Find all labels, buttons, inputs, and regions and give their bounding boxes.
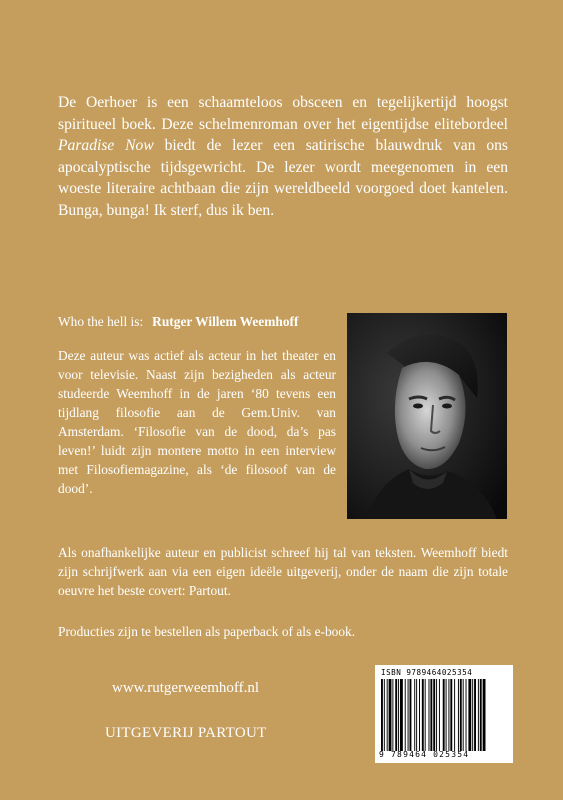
barcode-bar	[381, 679, 383, 751]
barcode-bar	[410, 679, 412, 751]
author-heading	[58, 313, 298, 331]
barcode-bar	[398, 679, 399, 751]
barcode-bar	[389, 679, 392, 751]
blurb-text-start: De Oerhoer is een schaamteloos obsceen en tegelijkertijd hoogst spiritueel boek. Deze schelmenroman over het eigentijdse elitebordeel	[58, 94, 508, 133]
barcode-bar	[450, 679, 452, 751]
barcode-bar	[433, 679, 435, 751]
publisher-name: UITGEVERIJ PARTOUT	[105, 725, 267, 741]
availability-paragraph: Producties zijn te bestellen als paperback of als e-book.	[58, 624, 356, 639]
barcode-bar	[480, 679, 482, 751]
isbn-digits: 9 789464 025354	[379, 750, 470, 759]
publisher-info-paragraph: Als onafhankelijke auteur en publicist schreef hij tal van teksten. Weemhoff biedt zijn schrijfwerk aan via een eigen ideële uitgeverij, onder de naam die zijn totale oeuvre het beste covert: Partout.	[58, 545, 508, 598]
isbn-barcode	[375, 665, 513, 763]
barcode-bar	[443, 679, 445, 751]
barcode-bar	[395, 679, 397, 751]
barcode-bar	[416, 679, 417, 751]
blurb-italic-title: Paradise Now	[58, 137, 154, 155]
barcode-bar	[392, 679, 393, 751]
barcode-bar	[429, 679, 430, 751]
barcode-bar	[436, 679, 437, 751]
barcode-bar	[408, 679, 409, 751]
barcode-bar	[454, 679, 455, 751]
author-heading-label: Who the hell is:	[58, 314, 144, 329]
author-bio: Deze auteur was actief als acteur in het theater en voor televisie. Naast zijn bezigheden als acteur studeerde Weemhoff in de jaren ‘80 tevens een tijdlang filosofie aan de Gem.Univ. van Amsterdam. ‘Filosofie van de dood, da’s pas leven!’ luidt zijn montere motto in een interview met Filosofiemagazine, als ‘de filosoof van de dood’.	[58, 348, 336, 496]
isbn-label: ISBN 9789464025354	[381, 668, 473, 677]
barcode-bar	[458, 679, 459, 751]
barcode-bar	[483, 679, 486, 751]
barcode-bar	[474, 679, 476, 751]
book-blurb	[58, 92, 508, 222]
barcode-bar	[446, 679, 447, 751]
website-url: www.rutgerweemhoff.nl	[112, 680, 260, 696]
barcode-bar	[419, 679, 420, 751]
blurb-text-end: biedt de lezer een satirische blauwdruk van ons apocalyptische tijdsgewricht. De lezer wordt meegenomen in een woeste literaire achtbaan die zijn wereldbeeld voorgoed doet kantelen. Bunga, bunga! Ik sterf, dus ik ben.	[58, 137, 508, 219]
barcode-bar	[478, 679, 479, 751]
barcode-bar	[463, 679, 464, 751]
barcode-bar	[400, 679, 403, 751]
barcode-bar	[460, 679, 462, 751]
barcode-bar	[414, 679, 415, 751]
barcode-bars	[381, 679, 507, 751]
barcode-bar	[472, 679, 473, 751]
barcode-bar	[448, 679, 449, 751]
barcode-bar	[468, 679, 471, 751]
barcode-bar	[422, 679, 424, 751]
author-name: Rutger Willem Weemhoff	[152, 314, 299, 329]
author-photo	[347, 313, 507, 519]
barcode-bar	[387, 679, 388, 751]
barcode-bar	[405, 679, 406, 751]
barcode-bar	[466, 679, 467, 751]
barcode-bar	[425, 679, 426, 751]
barcode-bar	[439, 679, 440, 751]
barcode-bar	[384, 679, 385, 751]
barcode-bar	[430, 679, 432, 751]
